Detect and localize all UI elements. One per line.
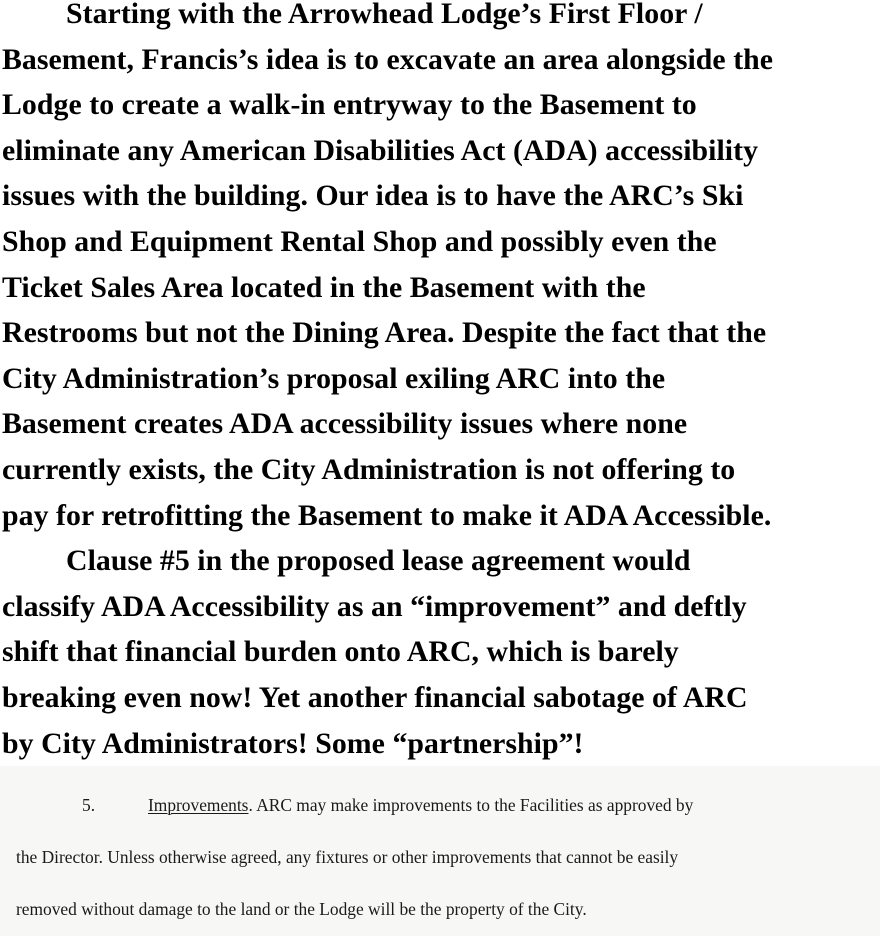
- clause-line-2: the Director. Unless otherwise agreed, any fixtures or other improvements that cannot be easily: [16, 847, 679, 867]
- paragraph-2-line-2: classify ADA Accessibility as an “improvement” and deftly: [2, 589, 747, 623]
- clause-line-1-text: . ARC may make improvements to the Facilities as approved by: [248, 795, 694, 815]
- paragraph-1-line-1: Starting with the Arrowhead Lodge’s First Floor /: [66, 0, 703, 30]
- clause-number: 5.: [82, 795, 96, 815]
- paragraph-1-line-2: Basement, Francis’s idea is to excavate an area alongside the: [2, 42, 774, 76]
- clause-line-3: removed without damage to the land or the Lodge will be the property of the City.: [16, 899, 587, 919]
- article-body: [2, 0, 880, 766]
- paragraph-1-line-6: Shop and Equipment Rental Shop and possibly even the: [2, 224, 717, 258]
- paragraph-2-line-5: by City Administrators! Some “partnership”!: [2, 726, 584, 760]
- paragraph-2-line-3: shift that financial burden onto ARC, which is barely: [2, 635, 679, 669]
- paragraph-1-line-9: City Administration’s proposal exiling ARC into the: [2, 361, 666, 395]
- paragraph-1-line-4: eliminate any American Disabilities Act (ADA) accessibility: [2, 133, 759, 167]
- lease-excerpt-scan: [0, 766, 880, 936]
- paragraph-1-line-11: currently exists, the City Administration is not offering to: [2, 452, 736, 486]
- paragraph-1-line-5: issues with the building. Our idea is to have the ARC’s Ski: [2, 179, 744, 213]
- clause-line-1: [148, 795, 693, 816]
- clause-heading: Improvements: [148, 795, 249, 815]
- paragraph-1-line-10: Basement creates ADA accessibility issues where none: [2, 407, 688, 441]
- paragraph-1-line-12: pay for retrofitting the Basement to make it ADA Accessible.: [2, 498, 772, 532]
- paragraph-1-line-7: Ticket Sales Area located in the Basement with the: [2, 270, 646, 304]
- paragraph-2-line-1: Clause #5 in the proposed lease agreement would: [66, 544, 691, 578]
- paragraph-1-line-8: Restrooms but not the Dining Area. Despite the fact that the: [2, 316, 767, 350]
- paragraph-1-line-3: Lodge to create a walk-in entryway to the Basement to: [2, 88, 697, 122]
- paragraph-2-line-4: breaking even now! Yet another financial sabotage of ARC: [2, 680, 748, 714]
